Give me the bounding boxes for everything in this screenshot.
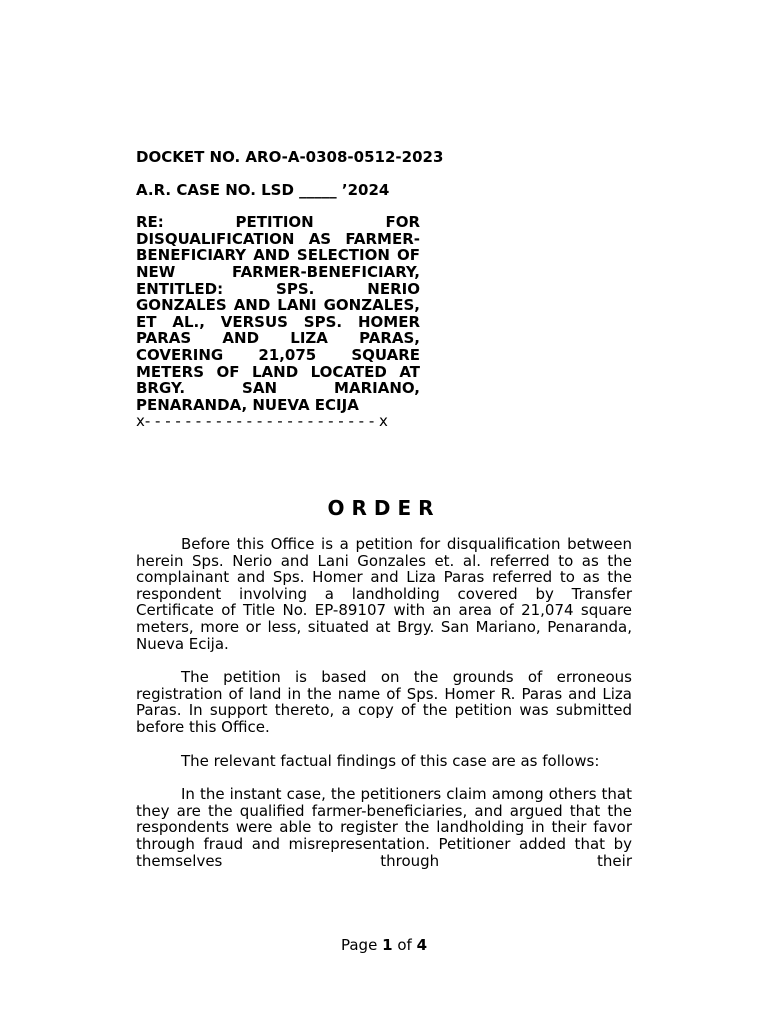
paragraph-3: The relevant factual findings of this case are as follows: [181,751,600,770]
docket-number: DOCKET NO. ARO-A-0308-0512-2023 [136,148,444,166]
document-title: ORDER [327,496,441,520]
of-label: of [397,936,412,954]
paragraph-2: The petition is based on the grounds of erroneous registration of land in the name of Sps. Homer R. Paras and Liza Paras. In support thereto, a copy of the petition was submitted before this Office. [136,668,632,736]
case-subject: RE: PETITION FOR DISQUALIFICATION AS FARMER-BENEFICIARY AND SELECTION OF NEW FARMER-BENEFICIARY, ENTITLED: SPS. NERIO GONZALES AND LANI GONZALES, ET AL., VERSUS SPS. HOMER PARAS AND LIZA PARAS, COVERING 21,075 SQUARE METERS OF LAND LOCATED AT BRGY. SAN MARIANO, PENARANDA, NUEVA ECIJA [136,213,420,414]
order-body [136,536,632,886]
current-page-number: 1 [382,936,393,954]
paragraph-4: In the instant case, the petitioners claim among others that they are the qualified farmer-beneficiaries, and argued that the respondents were able to register the landholding in their favor through fraud and misrepresentation. Petitioner added that by themselves through their [136,785,632,870]
case-number: A.R. CASE NO. LSD _____ ’2024 [136,180,390,199]
page-footer [0,935,768,955]
separator-line: x- - - - - - - - - - - - - - - - - - - - - - - x [136,412,388,431]
case-header [136,148,444,431]
total-pages-number: 4 [416,936,427,954]
page-label: Page [340,936,378,954]
paragraph-1: Before this Office is a petition for disqualification between herein Sps. Nerio and Lani Gonzales et. al. referred to as the complainant and Sps. Homer and Liza Paras referred to as the respondent involving a landholding covered by Transfer Certificate of Title No. EP-89107 with an area of 21,074 square meters, more or less, situated at Brgy. San Mariano, Penaranda, Nueva Ecija. [136,535,632,653]
